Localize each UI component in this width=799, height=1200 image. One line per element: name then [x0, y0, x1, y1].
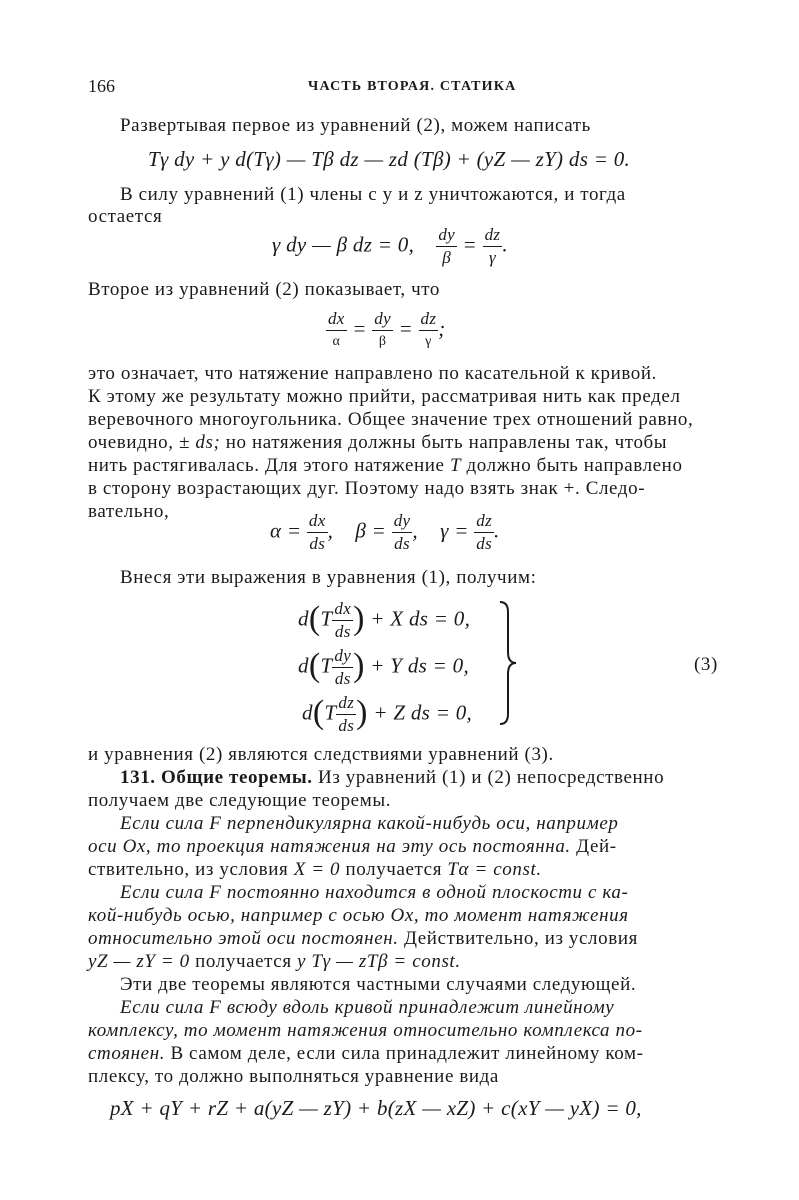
theorem-1-line2: оси Ox, то проекция натяжения на эту ось постоянна. Дей-	[88, 836, 617, 857]
system-eq-1: d(T $\frac{dx}{ds}$ ) + X ds = 0,	[298, 599, 471, 641]
fraction-dz-gamma: $\frac{dz}{\gamma}$	[484, 225, 501, 267]
system-eq-3: d(T $\frac{dz}{ds}$ ) + Z ds = 0,	[302, 693, 473, 735]
system-eq-2: d(T $\frac{dy}{ds}$ ) + Y ds = 0,	[298, 646, 470, 688]
paragraph-substitute: Внеся эти выражения в уравнения (1), получим:	[120, 567, 537, 588]
theorem-2-line1: Если сила F постоянно находится в одной плоскости с ка-	[120, 882, 629, 903]
equation-direction-cosines: α = $\frac{dx}{ds}$ , β = $\frac{dy}{ds}$ , γ = $\frac{dz}{ds}$ .	[270, 511, 500, 553]
theorem-1-line3: ствительно, из условия X = 0 получается Tα = const.	[88, 859, 542, 880]
paragraph-tangent-line6: в сторону возрастающих дуг. Поэтому надо взять знак +. Следо-	[88, 478, 646, 499]
equation-expanded: Tγ dy + y d(Tγ) — Tβ dz — zd (Tβ) + (yZ — zY) ds = 0.	[148, 147, 631, 171]
theorem-1-line1: Если сила F перпендикулярна какой-нибудь оси, например	[120, 813, 619, 834]
page-number: 166	[88, 76, 115, 96]
paragraph-intro: Развертывая первое из уравнений (2), можем написать	[120, 115, 591, 136]
running-title: ЧАСТЬ ВТОРАЯ. СТАТИКА	[308, 79, 517, 94]
equation-linear-complex: pX + qY + rZ + a(yZ — zY) + b(zX — xZ) + c(xY — yX) = 0,	[110, 1096, 642, 1120]
paragraph-tangent-line3: веревочного многоугольника. Общее значение трех отношений равно,	[88, 409, 694, 430]
theorem-3: Эти две теоремы являются частными случаями следующей.	[120, 974, 637, 995]
paragraph-second-equation: Второе из уравнений (2) показывает, что	[88, 279, 441, 300]
right-brace	[496, 600, 520, 726]
paragraph-consequence: и уравнения (2) являются следствиями уравнений (3).	[88, 744, 554, 765]
paragraph-tangent-line2: К этому же результату можно прийти, рассматривая нить как предел	[88, 386, 681, 407]
theorem-4-line2: комплексу, то момент натяжения относительно комплекса по-	[88, 1020, 643, 1041]
eq2-left: γ dy — β dz = 0,	[272, 232, 415, 257]
theorem-4-line1: Если сила F всюду вдоль кривой принадлежит линейному	[120, 997, 615, 1018]
section-131-line2: получаем две следующие теоремы.	[88, 790, 392, 811]
theorem-4-line3: стоянен. В самом деле, если сила принадлежит линейному ком-	[88, 1043, 644, 1064]
theorem-2-line2: кой-нибудь осью, например с осью Ox, то момент натяжения	[88, 905, 629, 926]
theorem-2-line3: относительно этой оси постоянен. Действительно, из условия	[88, 928, 638, 949]
equation-number: (3)	[694, 654, 718, 675]
equation-gamma-beta: γ dy — β dz = 0, $\frac{dy}{\beta}$ = $\frac{dz}{\gamma}$ .	[272, 225, 508, 267]
theorem-2-line4: yZ — zY = 0 получается y Tγ — zTβ = const.	[88, 951, 461, 972]
theorem-4-line4: плексу, то должно выполняться уравнение вида	[88, 1066, 499, 1087]
paragraph-terms-cancel-line1: В силу уравнений (1) члены с y и z уничтожаются, и тогда	[120, 184, 626, 205]
paragraph-tangent-line1: это означает, что натяжение направлено по касательной к кривой.	[88, 363, 658, 384]
paragraph-terms-cancel-line2: остается	[88, 206, 163, 227]
fraction-dy-beta: $\frac{dy}{\beta}$	[438, 225, 455, 267]
section-131-line1: 131. Общие теоремы. Из уравнений (1) и (2) непосредственно	[120, 767, 665, 788]
paragraph-tangent-line5: нить растягивалась. Для этого натяжение T должно быть направлено	[88, 455, 683, 476]
paragraph-tangent-line7: вательно,	[88, 501, 170, 522]
paragraph-tangent-line4: очевидно, ± ds; но натяжения должны быть направлены так, чтобы	[88, 432, 668, 453]
section-title: 131. Общие теоремы.	[120, 767, 313, 788]
equation-direction-ratios: $\frac{dx}{\alpha}$ = $\frac{dy}{\beta}$ = $\frac{dz}{\gamma}$ ;	[328, 309, 446, 349]
